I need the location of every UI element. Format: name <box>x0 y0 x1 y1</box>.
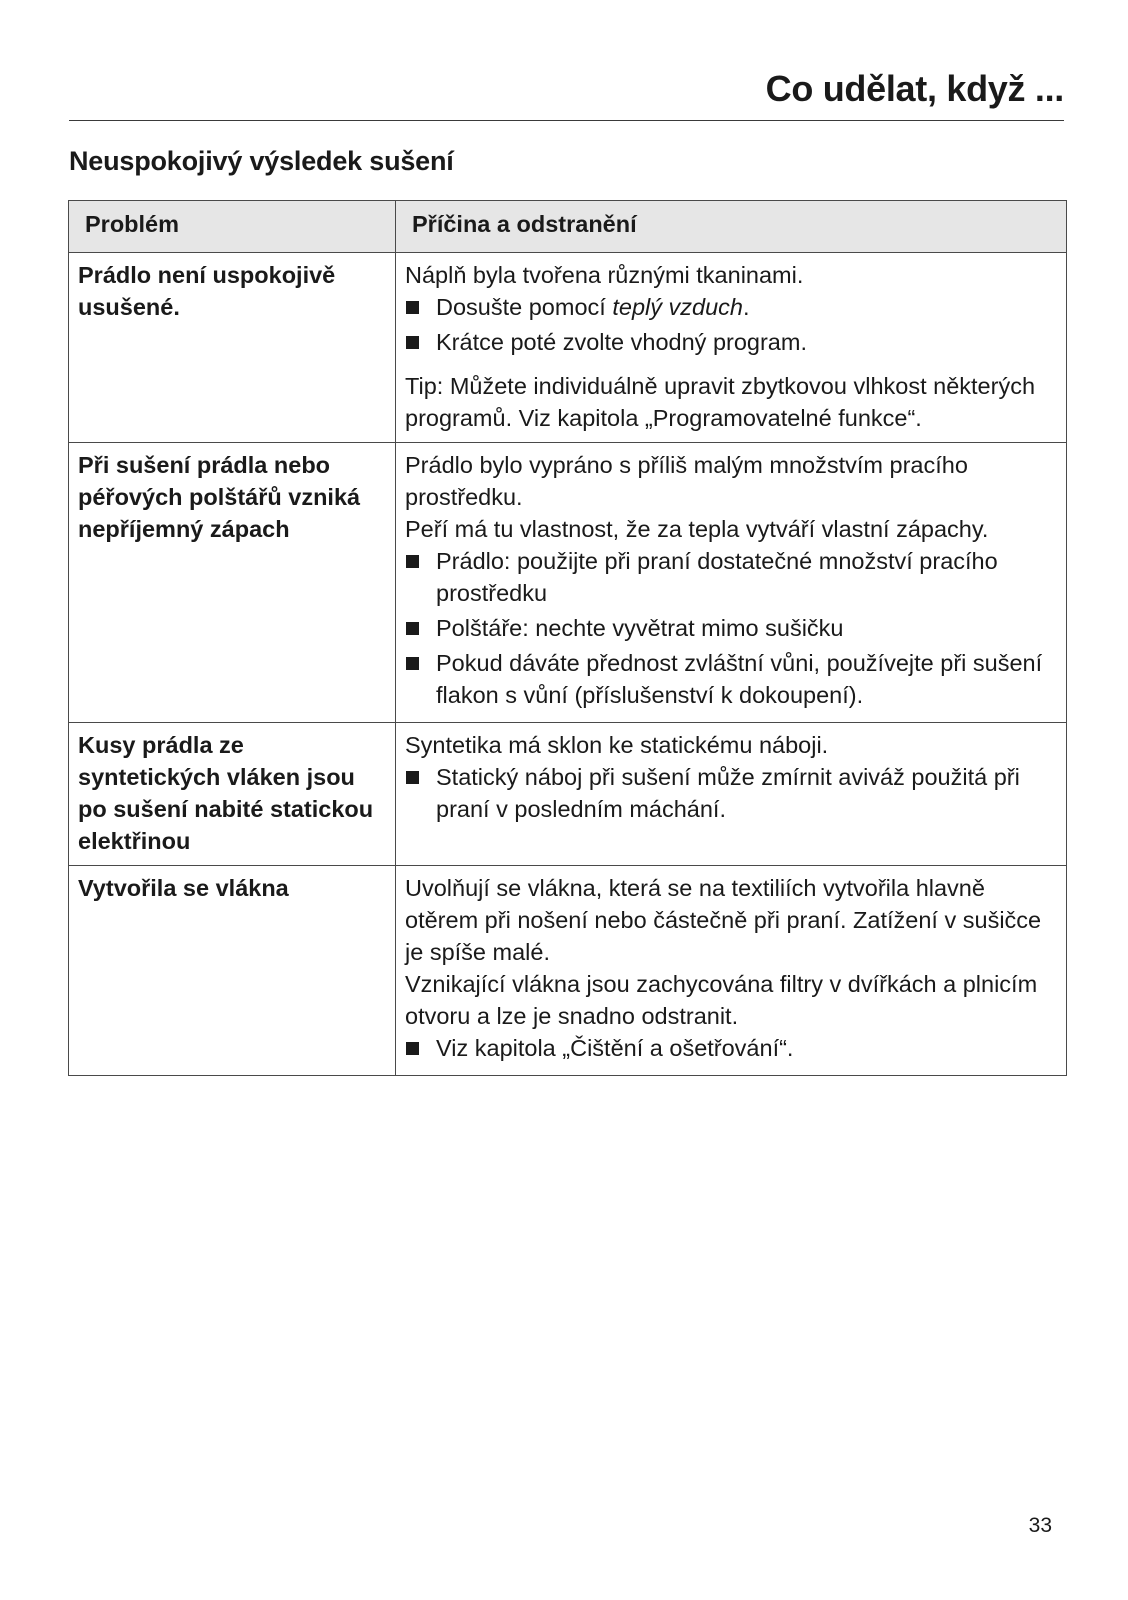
page-header-title: Co udělat, když ... <box>765 68 1064 109</box>
remedy-text: Pokud dáváte přednost zvláštní vůni, používejte při sušení flakon s vůní (příslušenství k dokoupení). <box>436 650 1043 708</box>
remedy-text-end: . <box>742 294 750 320</box>
table-row <box>69 866 1067 1076</box>
page-header <box>69 60 1064 121</box>
problem-cell: Kusy prádla ze syntetických vláken jsou po sušení nabité statickou elektřinou <box>69 723 396 866</box>
cause-text: Peří má tu vlastnost, že za tepla vytváří vlastní zápachy. <box>405 516 989 542</box>
bullet-square-icon <box>406 622 419 635</box>
table-body <box>69 253 1067 1076</box>
cause-text: Uvolňují se vlákna, která se na textiliích vytvořila hlavně otěrem při nošení nebo částečně při praní. Zatížení v sušičce je spíše malé. <box>405 875 1042 965</box>
bullet-square-icon <box>406 771 419 784</box>
cause-cell <box>396 866 1067 1076</box>
bullet-square-icon <box>406 336 419 349</box>
problem-cell: Prádlo není uspokojivě usušené. <box>69 253 396 443</box>
cause-text: Náplň byla tvořena různými tkaninami. <box>405 262 804 288</box>
page-number: 33 <box>1028 1514 1052 1537</box>
tip-text: Tip: Můžete individuálně upravit zbytkovou vlhkost některých programů. Viz kapitola „Programovatelné funkce“. <box>405 373 1036 431</box>
remedy-text: Krátce poté zvolte vhodný program. <box>436 329 807 355</box>
problem-cell: Při sušení prádla nebo péřových polštářů vzniká nepříjemný zápach <box>69 443 396 723</box>
section-title: Neuspokojivý výsledek sušení <box>69 146 454 176</box>
bullet-square-icon <box>406 1042 419 1055</box>
table-header-row <box>69 201 1067 253</box>
cause-text: Syntetika má sklon ke statickému náboji. <box>405 732 829 758</box>
remedy-text: Dosušte pomocí <box>436 294 613 320</box>
bullet-square-icon <box>406 301 419 314</box>
bullet-square-icon <box>406 555 419 568</box>
remedy-text: Viz kapitola „Čištění a ošetřování“. <box>436 1035 794 1061</box>
remedy-item <box>405 612 1056 644</box>
remedy-text: Prádlo: použijte při praní dostatečné množství pracího prostředku <box>436 548 998 606</box>
cause-text: Vznikající vlákna jsou zachycována filtry v dvířkách a plnicím otvoru a lze je snadno odstranit. <box>405 971 1038 1029</box>
bullet-square-icon <box>406 657 419 670</box>
column-header-problem: Problém <box>69 201 396 253</box>
remedy-item <box>405 326 1056 358</box>
cause-text: Prádlo bylo vypráno s příliš malým množstvím pracího prostředku. <box>405 452 968 510</box>
remedy-text: Polštáře: nechte vyvětrat mimo sušičku <box>436 615 844 641</box>
remedy-item <box>405 291 1056 323</box>
troubleshooting-table <box>68 200 1067 1076</box>
column-header-cause: Příčina a odstranění <box>396 201 1067 253</box>
remedy-text: Statický náboj při sušení může zmírnit aviváž použitá při praní v posledním máchání. <box>436 764 1020 822</box>
remedy-item <box>405 1032 1056 1064</box>
problem-cell: Vytvořila se vlákna <box>69 866 396 1076</box>
cause-cell <box>396 253 1067 443</box>
remedy-item <box>405 647 1056 711</box>
table-row <box>69 253 1067 443</box>
remedy-item <box>405 545 1056 609</box>
cause-cell <box>396 443 1067 723</box>
remedy-program-name: teplý vzduch <box>612 294 743 320</box>
cause-cell <box>396 723 1067 866</box>
remedy-item <box>405 761 1056 825</box>
table-row <box>69 723 1067 866</box>
table-row <box>69 443 1067 723</box>
